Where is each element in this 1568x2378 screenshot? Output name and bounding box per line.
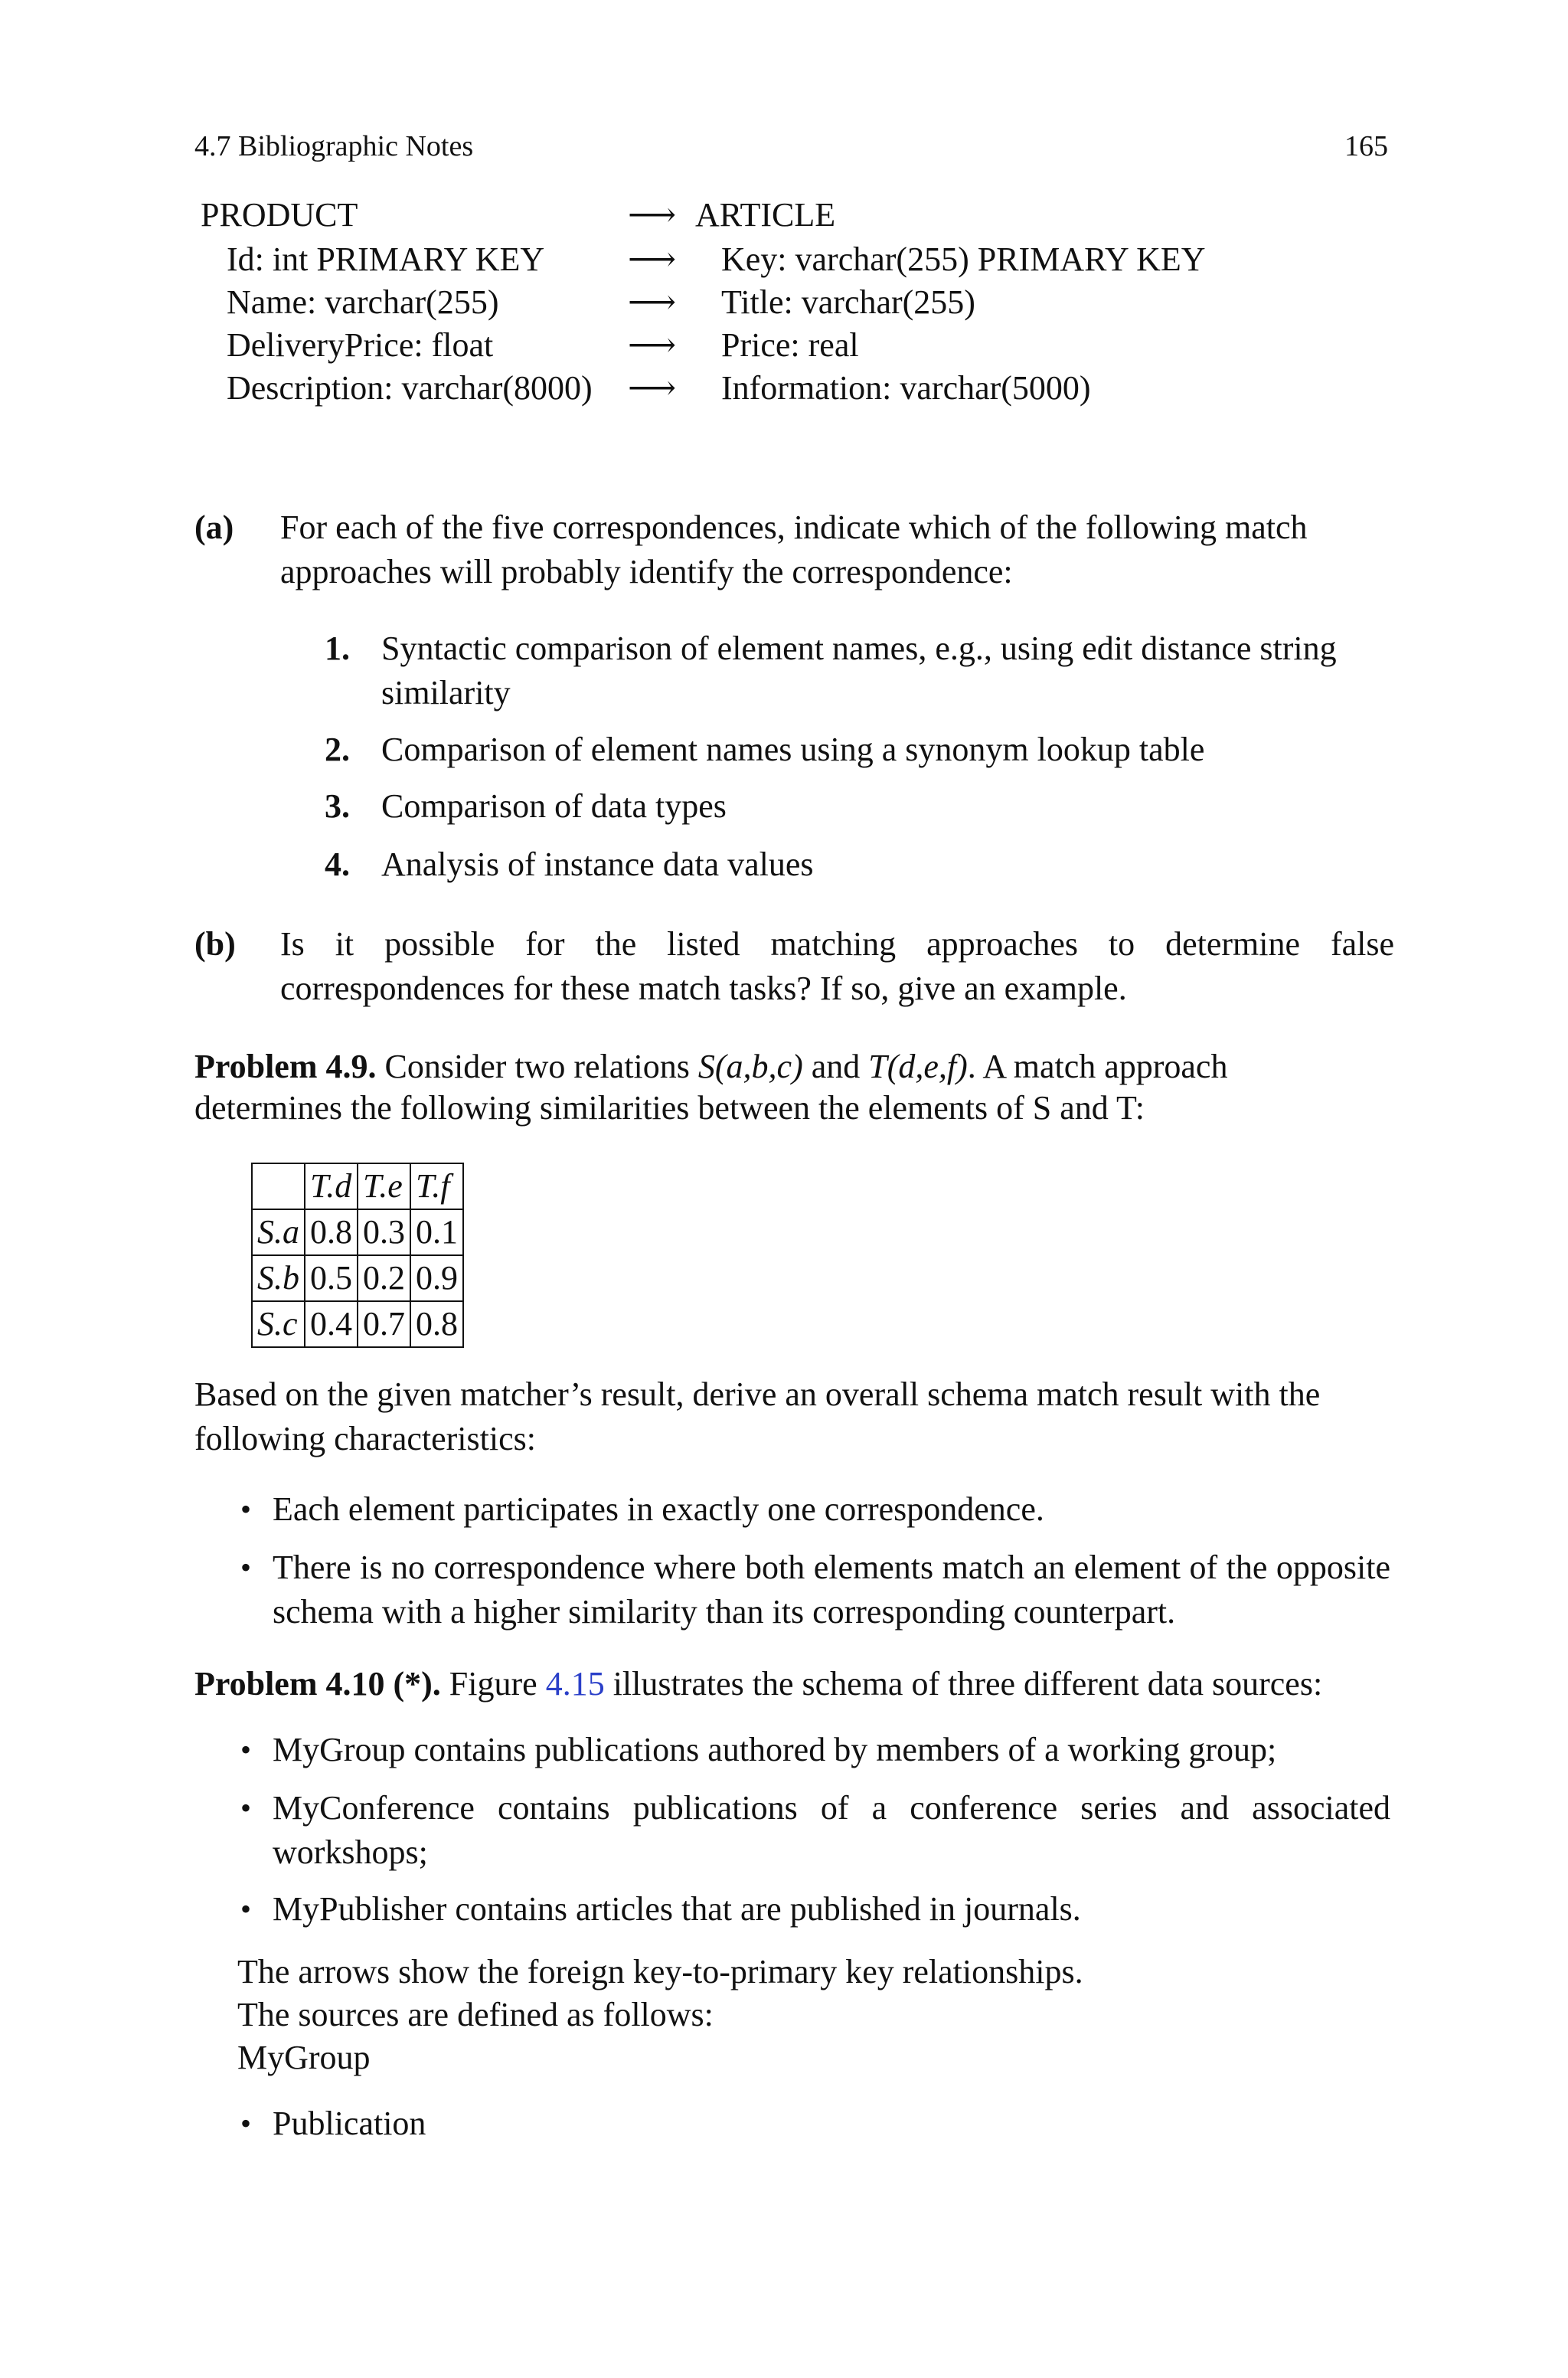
target-attribute: Title: varchar(255)	[721, 283, 975, 321]
part-a-text: For each of the five correspondences, indicate which of the following match approaches will probably identify the correspondence:	[280, 509, 1308, 590]
page-number: 165	[1344, 130, 1388, 162]
match-approach-item: Syntactic comparison of element names, e.g., using edit distance string similarity	[381, 630, 1337, 711]
arrow-icon: ⟶	[628, 369, 677, 407]
relation-s: S(a,b,c)	[697, 1048, 803, 1085]
item-number: 2.	[325, 731, 350, 768]
match-approach-item: Analysis of instance data values	[381, 846, 814, 883]
arrow-icon: ⟶	[628, 240, 677, 278]
sources-note: The sources are defined as follows:	[237, 1996, 714, 2033]
running-header: 4.7 Bibliographic Notes	[194, 130, 474, 162]
table-header-row	[252, 1163, 463, 1209]
problem-text: illustrates the schema of three different data sources:	[604, 1665, 1323, 1703]
table-cell: 0.7	[358, 1301, 410, 1347]
source-attribute: Id: int PRIMARY KEY	[227, 240, 545, 278]
problem-4-9-after: Based on the given matcher’s result, derive an overall schema match result with the following characteristics:	[194, 1375, 1321, 1457]
table-cell: 0.1	[410, 1209, 463, 1255]
part-b-label: (b)	[194, 925, 236, 963]
table-cell: 0.2	[358, 1255, 410, 1301]
part-b-text: Is it possible for the listed matching approaches to determine false correspondences for these match tasks? If so, give an example.	[280, 925, 1394, 1007]
match-approach-item: Comparison of element names using a synonym lookup table	[381, 731, 1205, 768]
bullet-icon: •	[240, 1892, 252, 1926]
part-a-label: (a)	[194, 509, 234, 546]
data-source-item: MyGroup contains publications authored by members of a working group;	[273, 1731, 1277, 1768]
table-row	[252, 1209, 463, 1255]
column-header: T.e	[358, 1163, 410, 1209]
table-cell: 0.5	[305, 1255, 358, 1301]
data-source-item: MyPublisher contains articles that are published in journals.	[273, 1890, 1081, 1928]
source-attribute: DeliveryPrice: float	[227, 326, 494, 364]
table-row	[252, 1255, 463, 1301]
target-attribute: Price: real	[721, 326, 859, 364]
problem-4-9-line1	[194, 1045, 1227, 1089]
problem-text: Figure	[440, 1665, 546, 1703]
column-header: T.f	[410, 1163, 463, 1209]
data-source-item: MyConference contains publications of a conference series and associated workshops;	[273, 1789, 1390, 1871]
target-attribute: Key: varchar(255) PRIMARY KEY	[721, 240, 1206, 278]
table-cell: 0.3	[358, 1209, 410, 1255]
problem-text: and	[802, 1048, 869, 1085]
problem-4-9-line2: determines the following similarities between the elements of S and T:	[194, 1089, 1145, 1127]
column-header: T.d	[305, 1163, 358, 1209]
row-header: S.b	[252, 1255, 305, 1301]
bullet-icon: •	[240, 2106, 252, 2141]
bullet-icon: •	[240, 1732, 252, 1767]
table-cell: 0.9	[410, 1255, 463, 1301]
item-number: 4.	[325, 846, 350, 883]
table-row	[252, 1301, 463, 1347]
problem-label: Problem 4.9.	[194, 1048, 377, 1085]
arrow-icon: ⟶	[628, 196, 677, 234]
problem-text: Consider two relations	[384, 1048, 698, 1085]
problem-4-10-line1	[194, 1662, 1322, 1706]
similarity-table	[251, 1163, 464, 1348]
arrow-icon: ⟶	[628, 326, 677, 364]
characteristic-item: There is no correspondence where both elements match an element of the opposite schema with a higher similarity than its corresponding counterpart.	[273, 1549, 1390, 1631]
table-cell: 0.8	[410, 1301, 463, 1347]
target-table: ARTICLE	[695, 196, 836, 234]
bullet-icon: •	[240, 1550, 252, 1585]
target-attribute: Information: varchar(5000)	[721, 369, 1091, 407]
bullet-icon: •	[240, 1791, 252, 1825]
relation-t: T(d,e,f)	[868, 1048, 968, 1085]
row-header: S.a	[252, 1209, 305, 1255]
table-corner-cell	[252, 1163, 305, 1209]
figure-reference-link[interactable]: 4.15	[545, 1665, 605, 1703]
publication-item: Publication	[273, 2105, 426, 2142]
table-cell: 0.8	[305, 1209, 358, 1255]
bullet-icon: •	[240, 1492, 252, 1526]
row-header: S.c	[252, 1301, 305, 1347]
arrow-icon: ⟶	[628, 283, 677, 321]
mygroup-heading: MyGroup	[237, 2039, 371, 2076]
source-table: PRODUCT	[201, 196, 358, 234]
item-number: 1.	[325, 630, 350, 667]
problem-label: Problem 4.10 (*).	[194, 1665, 441, 1703]
source-attribute: Name: varchar(255)	[227, 283, 499, 321]
table-cell: 0.4	[305, 1301, 358, 1347]
match-approach-item: Comparison of data types	[381, 787, 727, 825]
source-attribute: Description: varchar(8000)	[227, 369, 593, 407]
problem-text: . A match approach	[967, 1048, 1228, 1085]
arrows-note: The arrows show the foreign key-to-primary key relationships.	[237, 1953, 1083, 1990]
characteristic-item: Each element participates in exactly one correspondence.	[273, 1490, 1044, 1528]
item-number: 3.	[325, 787, 350, 825]
